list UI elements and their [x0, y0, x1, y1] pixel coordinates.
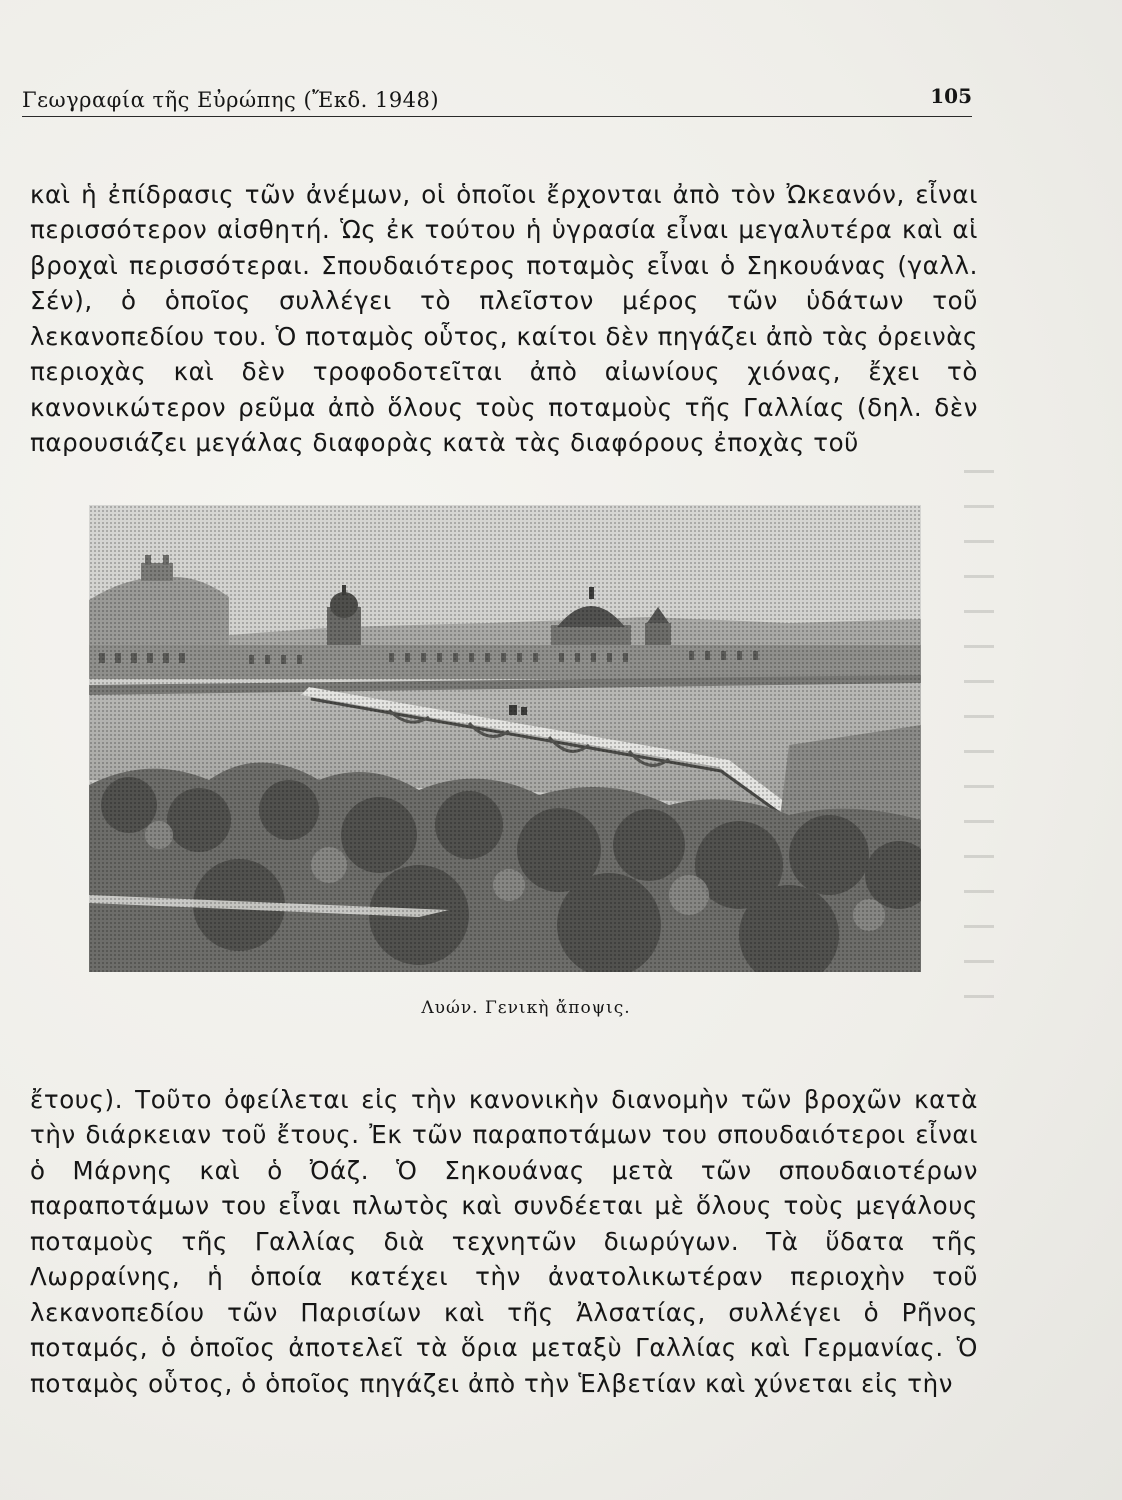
- photo-lyon-view: [89, 505, 921, 972]
- running-head: Γεωγραφία τῆς Εὐρώπης (Ἔκδ. 1948): [22, 88, 440, 112]
- page-header: [22, 86, 972, 117]
- paragraph-after-figure: ἔτους). Τοῦτο ὀφείλεται εἰς τὴν κανονικὴν διανομὴν τῶν βροχῶν κατὰ τὴν διάρκειαν τοῦ ἔτους. Ἐκ τῶν παραποτάμων του σπουδαιότεροι εἶναι ὁ Μάρνης καὶ ὁ Ὀάζ. Ὁ Σηκουάνας μετὰ τῶν σπουδαιοτέρων παραποτάμων του εἶναι πλωτὸς καὶ συνδέεται μὲ ὅλους τοὺς μεγάλους ποταμοὺς τῆς Γαλλίας διὰ τεχνητῶν διωρύγων. Τὰ ὕδατα τῆς Λωρραίνης, ἡ ὁποία κατέχει τὴν ἀνατολικωτέραν περιοχὴν τοῦ λεκανοπεδίου τῶν Παρισίων καὶ τῆς Ἀλσατίας, συλλέγει ὁ Ρῆνος ποταμός, ὁ ὁποῖος ἀποτελεῖ τὰ ὅρια μεταξὺ Γαλλίας καὶ Γερμανίας. Ὁ ποταμὸς οὗτος, ὁ ὁποῖος πηγάζει ἀπὸ τὴν Ἑλβετίαν καὶ χύνεται εἰς τὴν: [30, 1084, 978, 1398]
- page-number: 105: [930, 84, 972, 108]
- show-through-shadow: [964, 470, 994, 1030]
- figure-caption: Λυών. Γενικὴ ἄποψις.: [421, 998, 631, 1018]
- paragraph-before-figure: καὶ ἡ ἐπίδρασις τῶν ἀνέμων, οἱ ὁποῖοι ἔρχονται ἀπὸ τὸν Ὠκεανόν, εἶναι περισσότερον αἰσθητή. Ὡς ἐκ τούτου ἡ ὑγρασία εἶναι μεγαλυτέρα καὶ αἱ βροχαὶ περισσότεραι. Σπουδαιότερος ποταμὸς εἶναι ὁ Σηκουάνας (γαλλ. Σέν), ὁ ὁποῖος συλλέγει τὸ πλεῖστον μέρος τῶν ὑδάτων τοῦ λεκανοπεδίου του. Ὁ ποταμὸς οὗτος, καίτοι δὲν πηγάζει ἀπὸ τὰς ὀρεινὰς περιοχὰς καὶ δὲν τροφοδοτεῖται ἀπὸ αἰωνίους χιόνας, ἔχει τὸ κανονικώτερον ρεῦμα ἀπὸ ὅλους τοὺς ποταμοὺς τῆς Γαλλίας (δηλ. δὲν παρουσιάζει μεγάλας διαφορὰς κατὰ τὰς διαφόρους ἐποχὰς τοῦ: [30, 179, 978, 457]
